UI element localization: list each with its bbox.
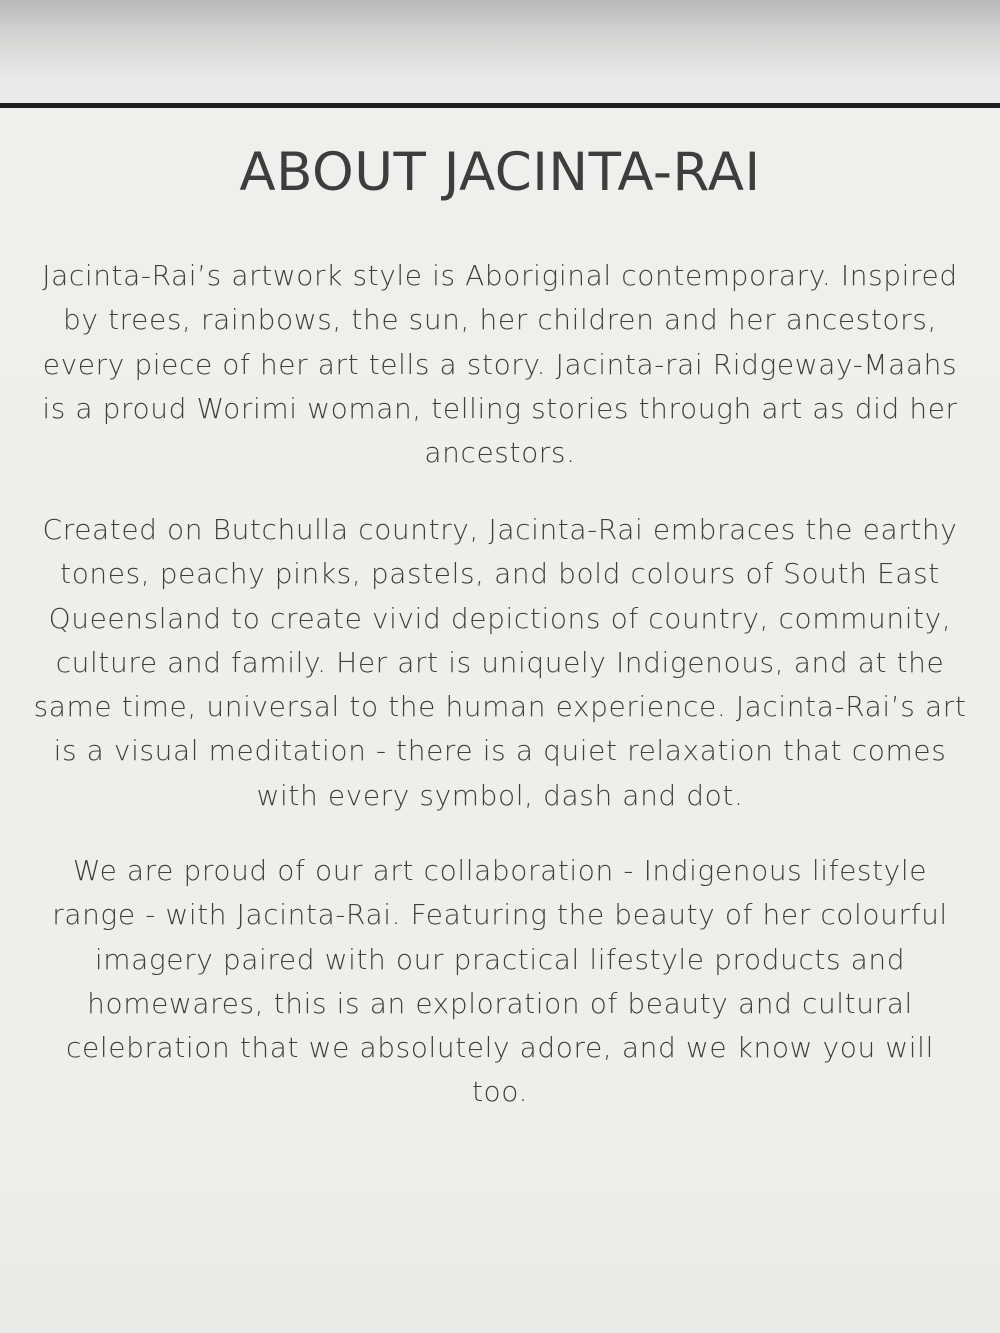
about-section: [0, 108, 1000, 1333]
paragraph-line: same time, universal to the human experience. Jacinta-Rai’s art: [33, 690, 967, 724]
paragraph-line: celebration that we absolutely adore, and we know you will: [66, 1031, 934, 1065]
paragraph-line: too.: [471, 1075, 529, 1109]
paragraph-line: ancestors.: [424, 436, 576, 470]
paragraph-butchulla-country: [30, 508, 970, 818]
paragraph-line: range - with Jacinta-Rai. Featuring the beauty of her colourful: [52, 898, 948, 932]
paragraph-line: imagery paired with our practical lifestyle products and: [94, 942, 906, 976]
paragraph-artwork-style: [30, 254, 970, 475]
page-title: ABOUT JACINTA-RAI: [239, 142, 761, 203]
paragraph-line: Jacinta-Rai’s artwork style is Aboriginal contemporary. Inspired: [42, 259, 958, 292]
paragraph-line: We are proud of our art collaboration - Indigenous lifestyle: [72, 854, 928, 887]
paragraph-line: is a visual meditation - there is a quiet relaxation that comes: [53, 734, 947, 768]
paragraph-collaboration: [30, 849, 970, 1115]
paragraph-line: culture and family. Her art is uniquely Indigenous, and at the: [55, 645, 945, 679]
paragraph-line: Created on Butchulla country, Jacinta-Rai embraces the earthy: [42, 513, 958, 546]
paragraph-line: by trees, rainbows, the sun, her children and her ancestors,: [63, 303, 937, 337]
paragraph-line: homewares, this is an exploration of beauty and cultural: [87, 986, 913, 1020]
paragraph-line: with every symbol, dash and dot.: [256, 778, 744, 812]
header-gradient-band: [0, 0, 1000, 103]
paragraph-line: is a proud Worimi woman, telling stories through art as did her: [42, 391, 958, 425]
paragraph-line: Queensland to create vivid depictions of country, community,: [48, 601, 952, 635]
paragraph-line: every piece of her art tells a story. Jacinta-rai Ridgeway-Maahs: [42, 347, 958, 381]
paragraph-line: tones, peachy pinks, pastels, and bold colours of South East: [60, 557, 940, 591]
